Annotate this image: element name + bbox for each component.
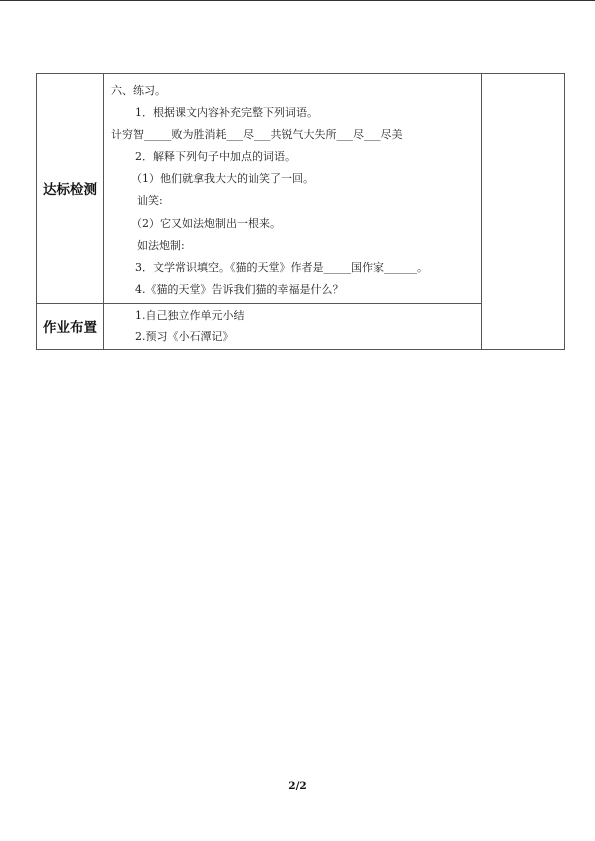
question-4: 4.《猫的天堂》告诉我们猫的幸福是什么？ (135, 282, 344, 296)
lesson-table (36, 73, 565, 350)
page-number: 2/2 (288, 780, 307, 792)
section-content-homework (104, 303, 482, 349)
homework-item-2: 2.预习《小石潭记》 (135, 329, 234, 343)
question-2-answer-2: 如法炮制: (137, 238, 185, 252)
question-2-sentence-2: （2）它又如法炮制出一根来。 (131, 216, 281, 230)
section-label-check: 达标检测 (37, 74, 104, 304)
section-row-check (37, 74, 565, 304)
question-3: 3．文学常识填空。《猫的天堂》作者是_____国作家______。 (135, 260, 428, 274)
homework-item-1: 1.自己独立作单元小结 (135, 308, 245, 322)
question-1-blanks: 计穷智_____败为胜消耗___尽___共锐气大失所___尽___尽美 (111, 128, 403, 142)
section-label-homework: 作业布置 (37, 303, 104, 349)
question-2-answer-1: 讪笑: (137, 194, 163, 208)
question-1: 1．根据课文内容补充完整下列词语。 (135, 106, 318, 120)
question-2-sentence-1: （1）他们就拿我大大的讪笑了一回。 (131, 172, 314, 186)
section-content-check (104, 74, 482, 304)
exercise-heading: 六、练习。 (111, 84, 166, 97)
question-2: 2．解释下列句子中加点的词语。 (135, 150, 296, 164)
notes-column (482, 74, 565, 350)
top-rule (0, 0, 595, 1)
